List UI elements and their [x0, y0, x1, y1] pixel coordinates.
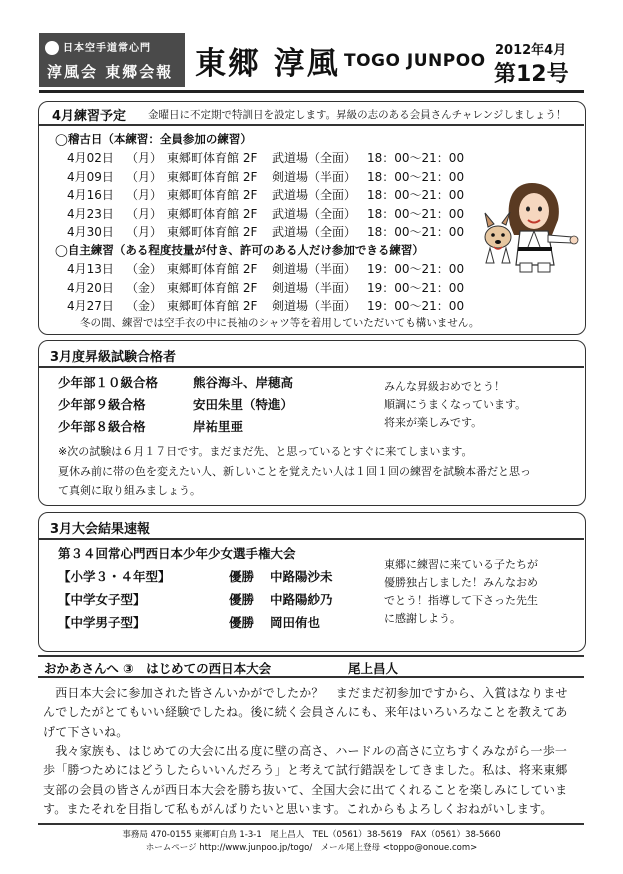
schedule-weekday: （金）: [126, 262, 163, 276]
schedule-time: 18：00～21：00: [367, 206, 465, 221]
exam-names: 岸祐里亜: [193, 419, 244, 434]
essay-title: おかあさんへ ③ はじめての西日本大会: [44, 661, 272, 676]
exam-comment-line: 順調にうまくなっています。: [384, 398, 527, 411]
logo-newsletter-name: 淳風会 東郷会報: [47, 63, 174, 81]
essay-line: 西日本大会に参加された皆さんいかがでしたか？ まだまだ初参加ですから、入賞はなりませ: [43, 686, 568, 700]
exam-names: 安田朱里（特進）: [193, 397, 294, 412]
issue-number: 第12号: [494, 62, 569, 87]
keiko-heading: ◯稽古日（本練習：全員参加の練習）: [55, 132, 252, 146]
tournament-results-title: 3月大会結果速報: [50, 522, 151, 537]
schedule-venue: 東郷町体育館 2F: [167, 225, 258, 239]
schedule-room: 武道場（全面）: [272, 225, 357, 239]
schedule-weekday: （月）: [126, 225, 163, 239]
issue-date: 2012年4月: [495, 43, 567, 58]
schedule-weekday: （月）: [126, 169, 163, 184]
exam-advice-line1: 夏休み前に帯の色を変えたい人、新しいことを覚えたい人は１回１回の練習を試験本番だと思っ: [58, 465, 531, 478]
header-divider: [39, 90, 584, 93]
schedule-weekday: （月）: [126, 188, 163, 202]
logo-org-name: 日本空手道常心門: [63, 43, 151, 54]
schedule-venue: 東郷町体育館 2F: [167, 188, 258, 202]
schedule-room: 剣道場（半面）: [272, 280, 357, 295]
schedule-venue: 東郷町体育館 2F: [167, 262, 258, 276]
tournament-comment-line: でとう！指導して下さった先生: [384, 594, 538, 607]
april-footnote: 冬の間、練習では空手衣の中に長袖のシャツ等を着用していただいても構いません。: [80, 317, 480, 329]
tournament-result: 優勝: [229, 592, 255, 607]
schedule-time: 19：00～21：00: [367, 262, 465, 276]
exam-advice-line2: て真剣に取り組みましょう。: [58, 484, 201, 497]
exam-names: 熊谷海斗、岸穂高: [193, 375, 294, 390]
schedule-time: 19：00～21：00: [367, 280, 465, 295]
footer-web: ホームページ http://www.junpoo.jp/togo/ メール尾上登母 <toppo@onoue.com>: [145, 843, 478, 853]
tournament-comment-line: に感謝しよう。: [384, 612, 461, 625]
tournament-division: 【小学３・４年型】: [58, 569, 171, 584]
section-divider: [38, 538, 584, 540]
exam-grade: 少年部９級合格: [58, 397, 146, 412]
exam-next-note: ※次の試験は６月１７日です。まだまだ先、と思っているとすぐに来てしまいます。: [58, 445, 473, 458]
schedule-room: 剣道場（半面）: [272, 299, 357, 313]
schedule-date: 4月27日: [67, 299, 114, 313]
schedule-room: 武道場（全面）: [272, 206, 357, 221]
schedule-weekday: （金）: [126, 280, 163, 295]
april-schedule-note: 金曜日に不定期で特訓日を設定します。昇級の志のある会員さんチャレンジしましょう！: [148, 109, 567, 121]
schedule-room: 剣道場（半面）: [272, 262, 357, 276]
schedule-date: 4月09日: [67, 169, 114, 184]
schedule-room: 武道場（全面）: [272, 151, 357, 165]
page-title: 東郷 淳風: [195, 46, 340, 82]
section-divider: [38, 366, 584, 368]
schedule-date: 4月30日: [67, 225, 114, 239]
tournament-comment-line: 東郷に練習に来ている子たちが: [384, 558, 538, 571]
instructor-caricature-illustration: [480, 175, 580, 275]
schedule-venue: 東郷町体育館 2F: [167, 151, 258, 165]
schedule-room: 剣道場（半面）: [272, 169, 357, 184]
tournament-result: 優勝: [229, 615, 255, 630]
schedule-time: 19：00～21：00: [367, 299, 465, 313]
emblem-icon: [45, 41, 59, 55]
footer-contact: 事務局 470-0155 東郷町白鳥 1-3-1 尾上昌人 TEL（0561）38-5619 FAX（0561）38-5660: [122, 830, 501, 840]
schedule-weekday: （金）: [126, 299, 163, 313]
section-divider: [38, 124, 584, 126]
essay-line: す。またそれを目指して私もがんばりたいと思います。これからもよろしくおねがいします。: [43, 801, 553, 816]
essay-line: 支部の会員の皆さんが西日本大会を勝ち抜いて、全国大会に出てくれることを楽しみにしていま: [43, 782, 568, 797]
tournament-winner: 中路陽沙未: [270, 569, 333, 584]
tournament-winner: 中路陽紗乃: [270, 592, 333, 607]
schedule-weekday: （月）: [126, 151, 163, 165]
exam-grade: 少年部８級合格: [58, 419, 146, 434]
schedule-date: 4月23日: [67, 206, 114, 221]
tournament-comment-line: 優勝独占しました！みんなおめ: [384, 576, 538, 589]
april-schedule-title: 4月練習予定: [52, 109, 127, 124]
tournament-event-name: 第３４回常心門西日本少年少女選手権大会: [58, 546, 296, 561]
schedule-time: 18：00～21：00: [367, 188, 465, 202]
essay-top-rule: [38, 655, 584, 657]
page-title-romaji: TOGO JUNPOO: [344, 51, 486, 71]
schedule-venue: 東郷町体育館 2F: [167, 280, 258, 295]
schedule-venue: 東郷町体育館 2F: [167, 206, 258, 221]
essay-author: 尾上昌人: [348, 661, 399, 676]
schedule-room: 武道場（全面）: [272, 188, 357, 202]
essay-bottom-rule: [38, 823, 584, 825]
masthead-logo: [39, 33, 185, 87]
schedule-date: 4月02日: [67, 151, 114, 165]
schedule-date: 4月13日: [67, 262, 114, 276]
exam-results-title: 3月度昇級試験合格者: [50, 350, 177, 365]
tournament-division: 【中学男子型】: [58, 615, 146, 630]
schedule-time: 18：00～21：00: [367, 169, 465, 184]
exam-comment-line: 将来が楽しみです。: [384, 416, 483, 429]
schedule-date: 4月16日: [67, 188, 114, 202]
tournament-result: 優勝: [229, 569, 255, 584]
schedule-venue: 東郷町体育館 2F: [167, 169, 258, 184]
tournament-division: 【中学女子型】: [58, 592, 146, 607]
schedule-time: 18：00～21：00: [367, 151, 465, 165]
schedule-venue: 東郷町体育館 2F: [167, 299, 258, 313]
exam-grade: 少年部１０級合格: [58, 375, 159, 390]
essay-line: 我々家族も、はじめての大会に出る度に壁の高さ、ハードルの高さに立ちすくみながら一歩一: [43, 743, 568, 758]
essay-line: んでしたがとてもいい経験でしたね。後に続く会員さんにも、来年はいろいろなことを教えてあ: [43, 705, 568, 720]
jishu-heading: ◯自主練習（ある程度技量が付き、許可のある人だけ参加できる練習）: [55, 243, 424, 257]
essay-title-rule: [38, 676, 584, 678]
schedule-date: 4月20日: [67, 280, 114, 295]
schedule-weekday: （月）: [126, 206, 163, 221]
schedule-time: 18：00～21：00: [367, 225, 465, 239]
essay-line: げて下さいね。: [43, 724, 129, 739]
exam-comment-line: みんな昇級おめでとう！: [384, 380, 505, 393]
tournament-winner: 岡田侑也: [270, 615, 321, 630]
essay-line: 歩「勝つためにはどうしたらいいんだろう」と考えて試行錯誤をしてきました。私は、将来東郷: [43, 763, 568, 778]
